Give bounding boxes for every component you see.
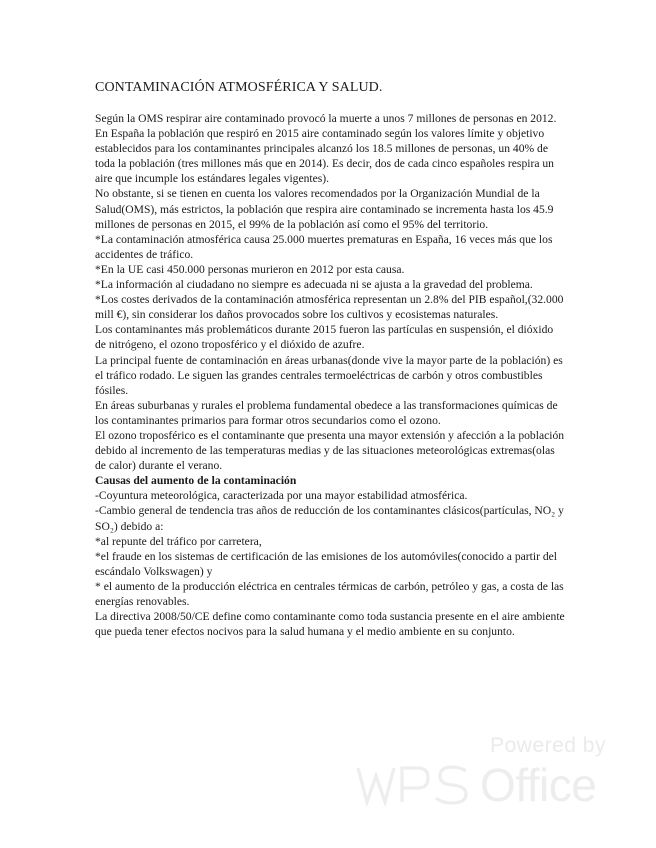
paragraph: *La contaminación atmosférica causa 25.000 muertes prematuras en España, 16 veces más que los accidentes de tráfico. (95, 232, 553, 261)
office-wordmark: Office (480, 759, 597, 811)
wps-office-watermark (356, 734, 606, 814)
paragraph: * el aumento de la producción eléctrica en centrales térmicas de carbón, petróleo y gas, a costa de las energías renovables. (95, 579, 564, 608)
wps-logo-icon (356, 762, 474, 808)
paragraph: *En la UE casi 450.000 personas murieron en 2012 por esta causa. (95, 262, 405, 276)
paragraph: *el fraude en los sistemas de certificación de las emisiones de los automóviles(conocido a partir del escándalo Volkswagen) y (95, 549, 557, 578)
document-title: CONTAMINACIÓN ATMOSFÉRICA Y SALUD. (95, 80, 383, 95)
paragraph: -Cambio general de tendencia tras años de reducción de los contaminantes clásicos(partículas, NO₂ y SO₂) debido a: (95, 504, 564, 533)
paragraph: -Coyuntura meteorológica, caracterizada por una mayor estabilidad atmosférica. (95, 489, 468, 503)
paragraph: La principal fuente de contaminación en áreas urbanas(donde vive la mayor parte de la población) es el tráfico rodado. Le siguen las grandes centrales termoeléctricas de carbón y otros combustibles fósiles. (95, 353, 563, 397)
powered-by-text: Powered by (490, 734, 606, 757)
paragraph: No obstante, si se tienen en cuenta los valores recomendados por la Organización Mundial de la Salud(OMS), más estrictos, la población que respira aire contaminado se incrementa hasta los 45.9 millones de personas en 2015, el 99% de la población así como el 95% del territorio. (95, 187, 554, 231)
section-heading: Causas del aumento de la contaminación (95, 474, 297, 488)
paragraph: *Los costes derivados de la contaminación atmosférica representan un 2.8% del PIB español,(32.000 mill €), sin considerar los daños provocados sobre los cultivos y ecosistemas naturales. (95, 293, 564, 322)
paragraph: Según la OMS respirar aire contaminado provocó la muerte a unos 7 millones de personas en 2012. En España la población que respiró en 2015 aire contaminado según los valores límite y objetivo establecidos para los contaminantes principales alcanzó los 18.5 millones de personas, un 40% de toda la población (tres millones más que en 2014). Es decir, dos de cada cinco españoles respira un aire que incumple los estándares legales vigentes). (95, 112, 557, 186)
document-body (95, 111, 565, 639)
wps-office-logo-row (356, 760, 606, 810)
paragraph: *La información al ciudadano no siempre es adecuada ni se ajusta a la gravedad del problema. (95, 278, 533, 292)
paragraph: La directiva 2008/50/CE define como contaminante como toda sustancia presente en el aire ambiente que pueda tener efectos nocivos para la salud humana y el medio ambiente en su conjunto. (95, 610, 565, 639)
paragraph: *al repunte del tráfico por carretera, (95, 534, 262, 548)
paragraph: En áreas suburbanas y rurales el problema fundamental obedece a las transformaciones químicas de los contaminantes primarios para formar otros secundarios como el ozono. (95, 398, 558, 427)
paragraph: El ozono troposférico es el contaminante que presenta una mayor extensión y afección a la población debido al incremento de las temperaturas medias y de las situaciones meteorológicas extremas(olas de calor) durante el verano. (95, 428, 565, 473)
paragraph: Los contaminantes más problemáticos durante 2015 fueron las partículas en suspensión, el dióxido de nitrógeno, el ozono troposférico y el dióxido de azufre. (95, 323, 554, 352)
